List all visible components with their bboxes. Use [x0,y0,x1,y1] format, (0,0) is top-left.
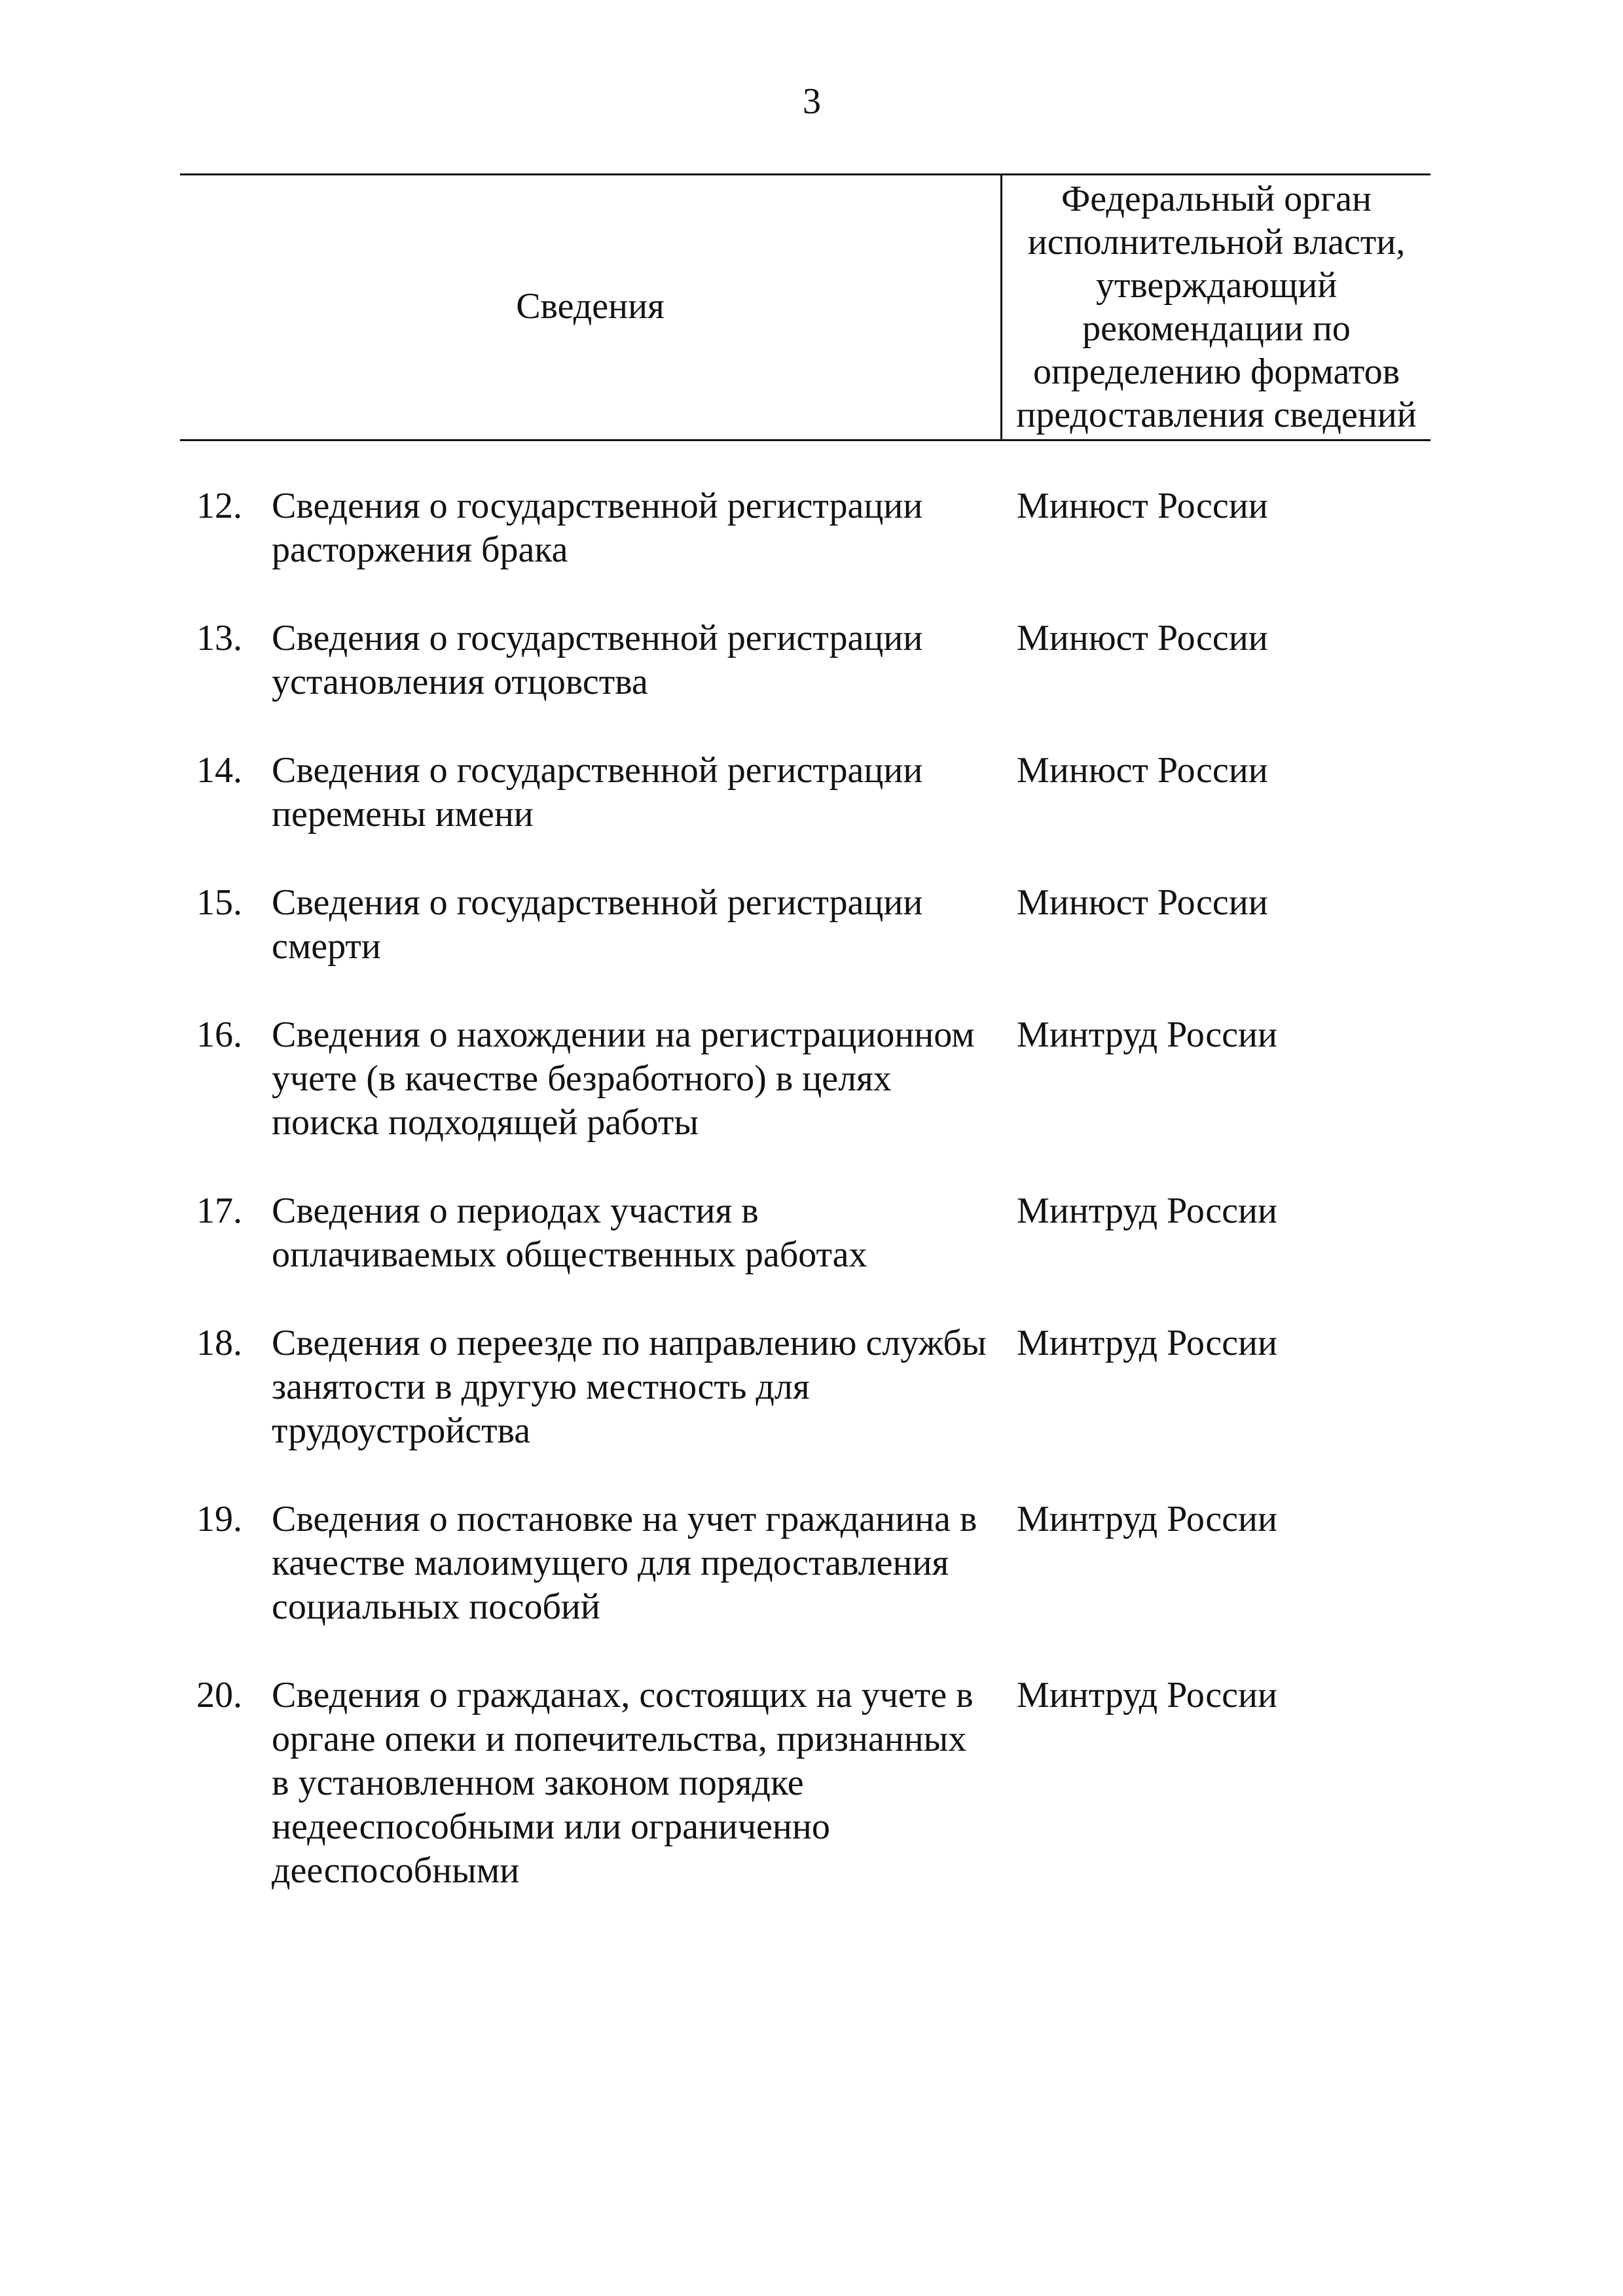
row-authority: Минюст России [1017,750,1268,791]
table-row [0,881,1623,969]
row-authority: Минтруд России [1017,1675,1277,1715]
row-authority: Минтруд России [1017,1323,1277,1363]
row-authority: Минтруд России [1017,1014,1277,1055]
table-row [0,484,1623,572]
row-number: 19. [196,1499,242,1539]
row-description: Сведения о постановке на учет гражданина в качестве малоимущего для предоставления социальных пособий [272,1499,977,1627]
row-number: 15. [196,882,242,923]
table-row [0,617,1623,704]
row-number: 20. [196,1675,242,1715]
row-authority: Минюст России [1017,486,1268,526]
table-row [0,1189,1623,1277]
row-number: 18. [196,1323,242,1363]
row-authority: Минтруд России [1017,1499,1277,1539]
row-number: 12. [196,486,242,526]
row-description: Сведения о государственной регистрации смерти [272,882,923,967]
row-authority: Минюст России [1017,618,1268,658]
row-description: Сведения о государственной регистрации расторжения брака [272,486,923,570]
row-description: Сведения о нахождении на регистрационном учете (в качестве безработного) в целях поиска подходящей работы [272,1014,975,1143]
table-header-info-label: Сведения [516,286,665,327]
table-header-authority-column [1002,177,1431,437]
row-description: Сведения о государственной регистрации перемены имени [272,750,923,834]
row-number: 14. [196,750,242,791]
table-row [0,1674,1623,1893]
table-row [0,1498,1623,1629]
row-authority: Минюст России [1017,882,1268,923]
row-description: Сведения о периодах участия в оплачиваемых общественных работах [272,1191,867,1275]
table-header-bottom-rule [180,439,1431,441]
row-number: 17. [196,1191,242,1231]
row-number: 16. [196,1014,242,1055]
table-body [0,484,1623,1937]
table-header-authority-label: Федеральный орган исполнительной власти, утверждающий рекомендации по определению форматов предоставления сведений [1016,179,1417,435]
table-row [0,1321,1623,1453]
row-authority: Минтруд России [1017,1191,1277,1231]
row-description: Сведения о государственной регистрации установления отцовства [272,618,923,702]
row-description: Сведения о гражданах, состоящих на учете в органе опеки и попечительства, признанных в установленном законом порядке недееспособными или ограниченно дееспособными [272,1675,974,1891]
table-row [0,749,1623,836]
row-description: Сведения о переезде по направлению службы занятости в другую местность для трудоустройства [272,1323,987,1451]
table-header-info-column [180,173,1000,439]
page-number: 3 [803,81,821,122]
table-row [0,1013,1623,1145]
row-number: 13. [196,618,242,658]
